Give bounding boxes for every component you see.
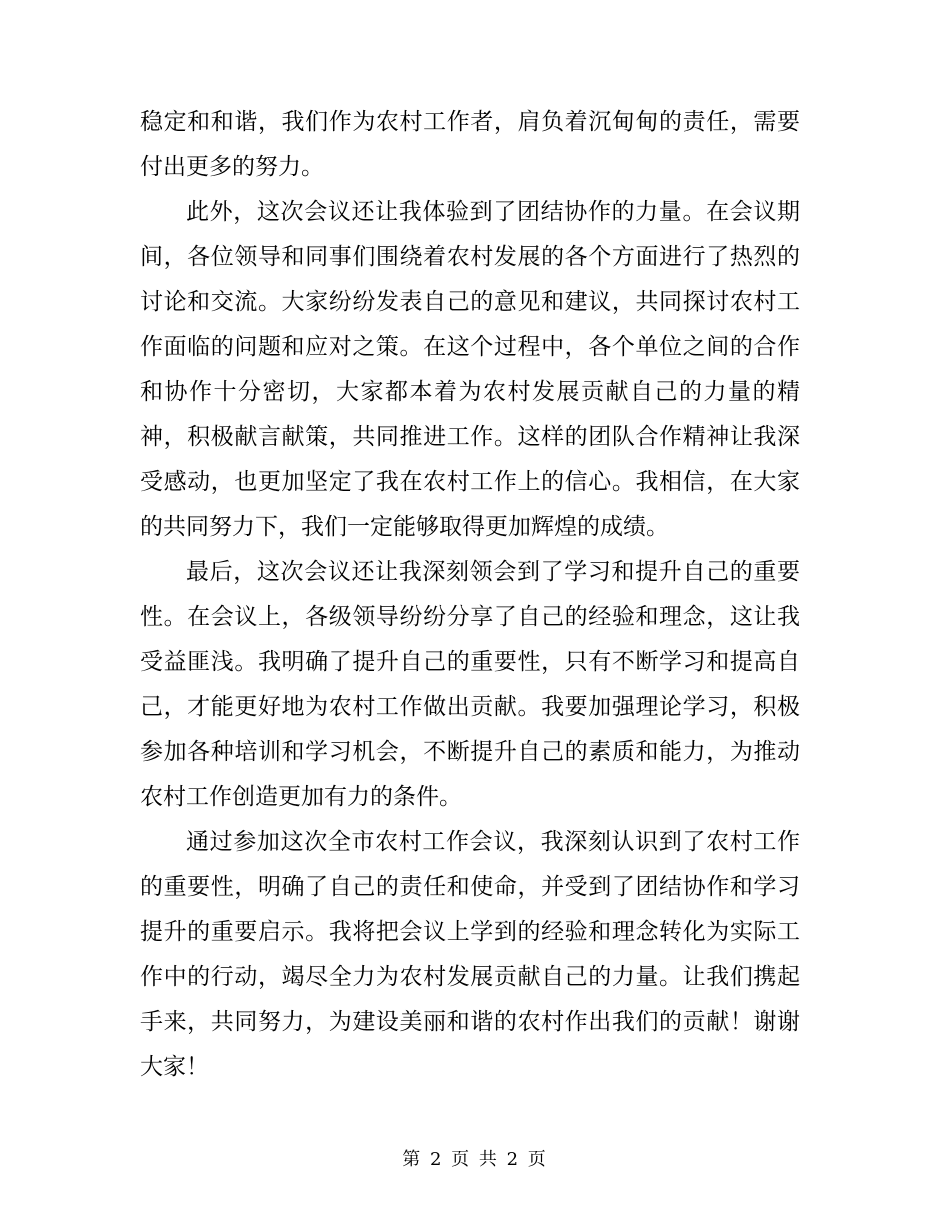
paragraph-continuation (140, 100, 800, 190)
text-line: 大家！ (140, 1054, 209, 1080)
text-line: 受益匪浅。我明确了提升自己的重要性，只有不断学习和提高自 (140, 649, 800, 675)
text-line: 作中的行动，竭尽全力为农村发展贡献自己的力量。让我们携起 (140, 964, 800, 990)
text-line: 性。在会议上，各级领导纷纷分享了自己的经验和理念，这让我 (140, 604, 800, 630)
text-line: 讨论和交流。大家纷纷发表自己的意见和建议，共同探讨农村工 (140, 289, 800, 315)
text-line: 神，积极献言献策，共同推进工作。这样的团队合作精神让我深 (140, 424, 800, 450)
text-line: 手来，共同努力，为建设美丽和谐的农村作出我们的贡献！谢谢 (140, 1009, 800, 1035)
text-line: 和协作十分密切，大家都本着为农村发展贡献自己的力量的精 (140, 379, 800, 405)
paragraph-teamwork (140, 190, 800, 550)
text-line: 提升的重要启示。我将把会议上学到的经验和理念转化为实际工 (140, 919, 800, 945)
text-line: 的共同努力下，我们一定能够取得更加辉煌的成绩。 (140, 514, 669, 540)
text-line: 的重要性，明确了自己的责任和使命，并受到了团结协作和学习 (140, 874, 800, 900)
paragraph-conclusion (140, 820, 800, 1090)
page-number-footer: 第 2 页 共 2 页 (402, 1149, 548, 1170)
text-line: 作面临的问题和应对之策。在这个过程中，各个单位之间的合作 (140, 334, 800, 360)
text-line: 稳定和和谐，我们作为农村工作者，肩负着沉甸甸的责任，需要 (140, 109, 800, 135)
text-line: 参加各种培训和学习机会，不断提升自己的素质和能力，为推动 (140, 739, 800, 765)
text-line: 此外，这次会议还让我体验到了团结协作的力量。在会议期 (186, 199, 800, 225)
paragraph-learning (140, 550, 800, 820)
text-line: 受感动，也更加坚定了我在农村工作上的信心。我相信，在大家 (140, 469, 800, 495)
text-line: 最后，这次会议还让我深刻领会到了学习和提升自己的重要 (186, 559, 800, 585)
text-line: 己，才能更好地为农村工作做出贡献。我要加强理论学习，积极 (140, 694, 800, 720)
text-line: 农村工作创造更加有力的条件。 (140, 784, 462, 810)
document-body (140, 100, 800, 1090)
text-line: 通过参加这次全市农村工作会议，我深刻认识到了农村工作 (186, 829, 800, 855)
text-line: 付出更多的努力。 (140, 154, 324, 180)
text-line: 间，各位领导和同事们围绕着农村发展的各个方面进行了热烈的 (140, 244, 800, 270)
